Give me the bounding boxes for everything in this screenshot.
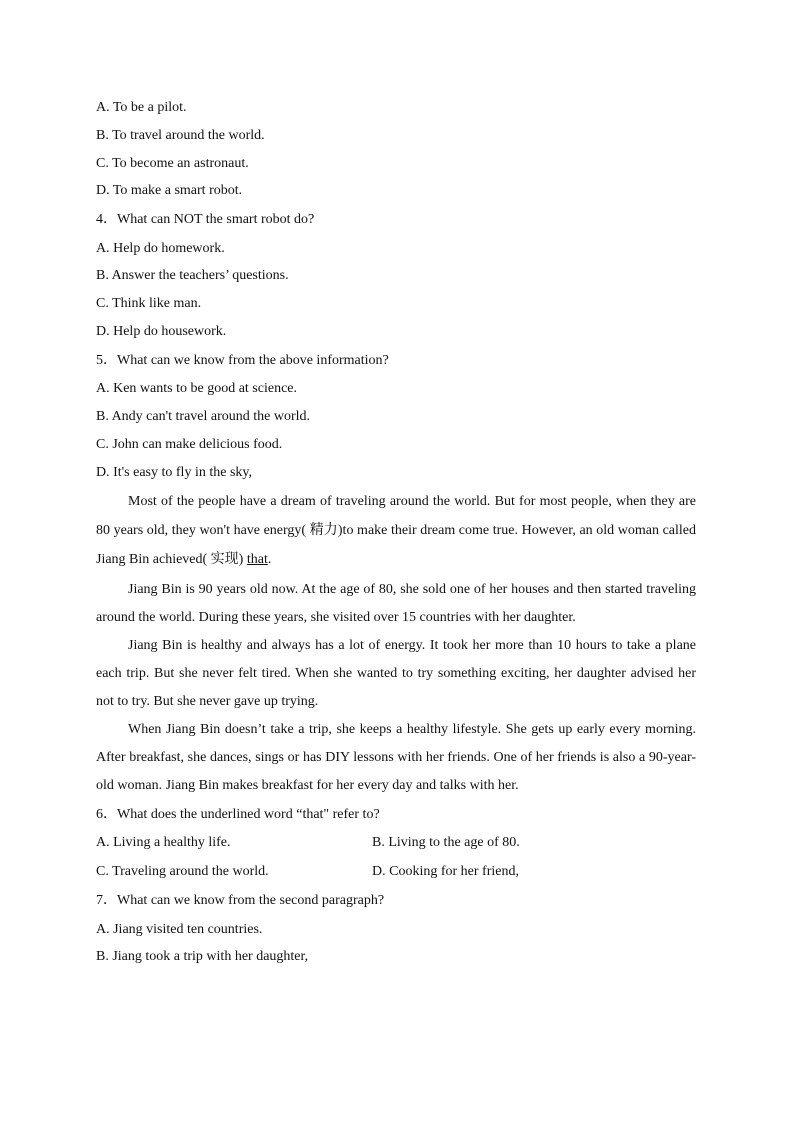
p1-text: Most of the people have a dream of traveling around the world. But for most people, when they are 80 years old, they won't have energy( 精力)to make their dream come true. However, an old woman called Jiang Bin achieved( 实现) [96,493,696,567]
question-6 [96,800,696,887]
q6-option-d: D. Cooking for her friend, [372,863,519,879]
document-page [96,94,696,971]
question-7 [96,886,696,971]
reading-passage [96,487,696,800]
q7-option-b: B. Jiang took a trip with her daughter, [96,949,309,965]
question-3-options [96,94,696,205]
q4-option-b: B. Answer the teachers’ questions. [96,268,289,284]
q7-stem: 7．What can we know from the second paragraph? [96,893,385,909]
q5-option-c: C. John can make delicious food. [96,436,283,452]
passage-paragraph-1 [96,487,696,574]
question-4 [96,205,696,346]
q4-option-a: A. Help do homework. [96,240,225,256]
q4-stem: 4．What can NOT the smart robot do? [96,212,315,228]
q5-option-d: D. It's easy to fly in the sky, [96,464,252,480]
p1-end: . [267,551,272,567]
q7-option-a: A. Jiang visited ten countries. [96,921,263,937]
q5-stem: 5．What can we know from the above information? [96,352,389,368]
q6-stem: 6．What does the underlined word “that" refer to? [96,806,380,822]
underlined-word: that [246,551,268,567]
q6-option-b: B. Living to the age of 80. [372,835,520,851]
q6-option-a: A. Living a healthy life. [96,835,231,851]
q5-option-b: B. Andy can't travel around the world. [96,409,311,425]
q5-option-a: A. Ken wants to be good at science. [96,381,297,397]
q4-option-c: C. Think like man. [96,296,202,312]
passage-paragraph-2: Jiang Bin is 90 years old now. At the age of 80, she sold one of her houses and then started traveling around the world. During these years, she visited over 15 countries with her daughter. [96,581,696,625]
passage-paragraph-3: Jiang Bin is healthy and always has a lot of energy. It took her more than 10 hours to take a plane each trip. But she never felt tired. When she wanted to try something exciting, her daughter advised her not to try. But she never gave up trying. [96,637,696,709]
q6-options-row-1 [96,829,696,858]
q6-options-row-2 [96,858,696,887]
q3-option-a: A. To be a pilot. [96,100,187,115]
question-5 [96,346,696,487]
q3-option-c: C. To become an astronaut. [96,155,249,171]
q3-option-d: D. To make a smart robot. [96,183,243,199]
q3-option-b: B. To travel around the world. [96,127,265,143]
passage-paragraph-4: When Jiang Bin doesn’t take a trip, she keeps a healthy lifestyle. She gets up early every morning. After breakfast, she dances, sings or has DIY lessons with her friends. One of her friends is also a 90-year-old woman. Jiang Bin makes breakfast for her every day and talks with her. [96,721,696,793]
q4-option-d: D. Help do housework. [96,324,227,340]
q6-option-c: C. Traveling around the world. [96,863,269,879]
